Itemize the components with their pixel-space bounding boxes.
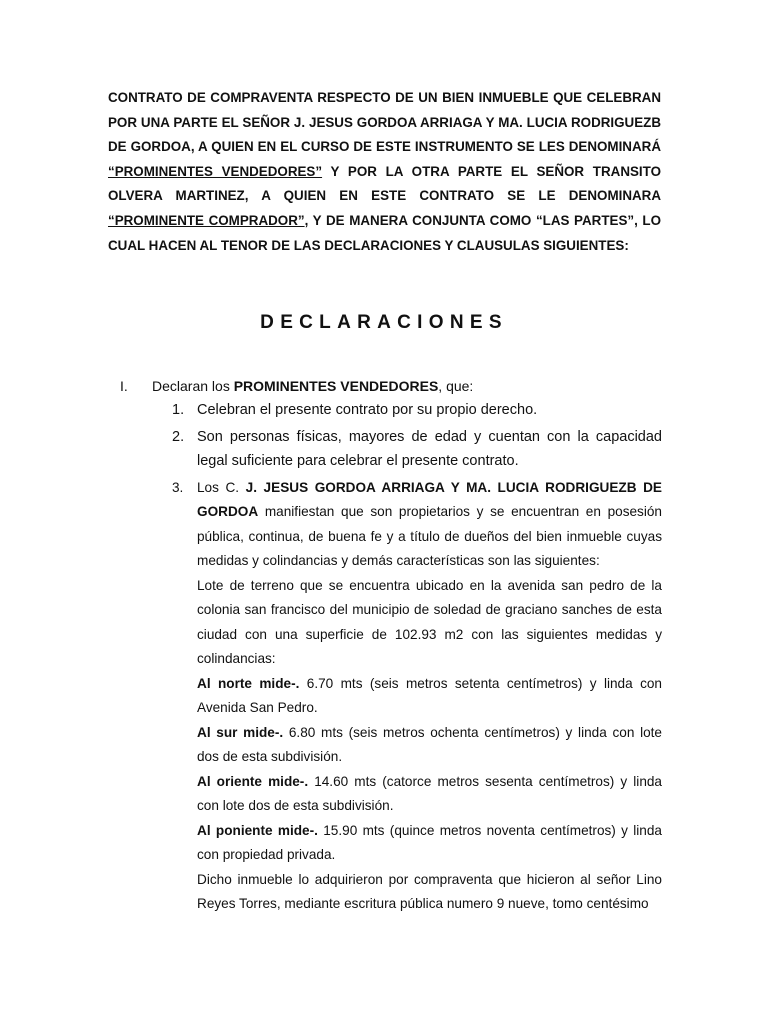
- item-number: 2.: [172, 428, 185, 445]
- item-number: 3.: [172, 479, 184, 495]
- medida-oriente: [197, 770, 662, 819]
- section-numeral: I.: [120, 378, 128, 394]
- medida-text: 6.80 mts (seis metros ochenta centímetros) y linda con lote dos de esta subdivisión.: [197, 724, 662, 765]
- section-text: [152, 374, 473, 398]
- medida-text: 14.60 mts (catorce metros sesenta centímetros) y linda con lote dos de esta subdivisión.: [197, 773, 662, 814]
- section-pre: Declaran los: [152, 378, 234, 394]
- item-pre: Los C.: [197, 479, 246, 495]
- medida-text: 6.70 mts (seis metros setenta centímetros) y linda con Avenida San Pedro.: [197, 675, 662, 716]
- item-text: [197, 476, 662, 574]
- list-item: [172, 425, 662, 474]
- medida-label: Al poniente mide-.: [197, 822, 318, 838]
- list-item: [172, 476, 662, 917]
- declaration-list: [172, 398, 662, 917]
- medida-sur: [197, 721, 662, 770]
- declaraciones-heading: DECLARACIONES: [260, 312, 508, 333]
- item-post: manifiestan que son propietarios y se encuentran en posesión pública, continua, de buena fe y a título de dueños del bien inmueble cuyas medidas y colindancias y demás características son las siguientes:: [197, 504, 662, 569]
- item-text: Son personas físicas, mayores de edad y cuentan con la capacidad legal suficiente para celebrar el presente contrato.: [197, 428, 662, 470]
- contract-intro: [108, 86, 661, 258]
- section-bold: PROMINENTES VENDEDORES: [233, 378, 439, 394]
- medida-label: Al oriente mide-.: [197, 773, 309, 789]
- intro-text-3: , Y DE MANERA CONJUNTA COMO “LAS PARTES”, LO CUAL HACEN AL TENOR DE LAS DECLARACIONES Y CLAUSULAS SIGUIENTES:: [108, 212, 662, 253]
- medida-text: 15.90 mts (quince metros noventa centímetros) y linda con propiedad privada.: [197, 822, 662, 863]
- intro-text-1: CONTRATO DE COMPRAVENTA RESPECTO DE UN BIEN INMUEBLE QUE CELEBRAN POR UNA PARTE EL SEÑOR J. JESUS GORDOA ARRIAGA Y MA. LUCIA RODRIGUEZB DE GORDOA, A QUIEN EN EL CURSO DE ESTE INSTRUMENTO SE LES DENOMINARÁ: [108, 90, 661, 155]
- intro-vendedores: “PROMINENTES VENDEDORES”: [108, 163, 323, 179]
- item-text: Celebran el presente contrato por su propio derecho.: [197, 402, 538, 418]
- lote-description: Lote de terreno que se encuentra ubicado en la avenida san pedro de la colonia san francisco del municipio de soledad de graciano sanches de esta ciudad con una superficie de 102.93 m2 con las siguientes medidas y colindancias:: [197, 577, 662, 667]
- intro-text-2: Y POR LA OTRA PARTE EL SEÑOR TRANSITO OLVERA MARTINEZ, A QUIEN EN ESTE CONTRATO SE LE DENOMINARA: [108, 163, 661, 204]
- list-item: [172, 398, 662, 423]
- medida-label: Al norte mide-.: [197, 675, 300, 691]
- medida-poniente: [197, 819, 662, 868]
- final-paragraph: Dicho inmueble lo adquirieron por compraventa que hicieron al señor Lino Reyes Torres, mediante escritura pública numero 9 nueve, tomo centésimo: [197, 871, 662, 912]
- item-number: 1.: [172, 402, 185, 418]
- medida-norte: [197, 672, 662, 721]
- medida-label: Al sur mide-.: [197, 724, 284, 740]
- section-post: , que:: [438, 378, 474, 394]
- intro-comprador: “PROMINENTE COMPRADOR”: [108, 212, 305, 228]
- item-bold: J. JESUS GORDOA ARRIAGA Y MA. LUCIA RODRIGUEZB DE GORDOA: [197, 479, 662, 520]
